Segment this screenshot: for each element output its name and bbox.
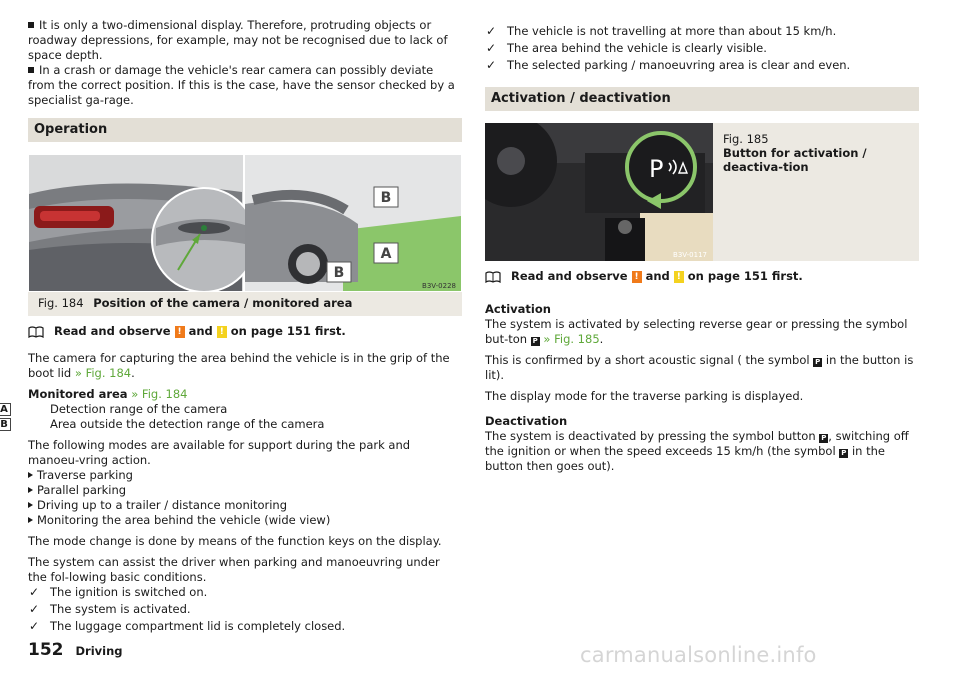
triangle-bullet-icon (28, 502, 33, 508)
legend-row-b: B Area outside the detection range of the camera (28, 417, 462, 432)
checkmark-icon: ✓ (29, 585, 40, 599)
read-and-observe: Read and observe ! and ! on page 151 first. (28, 324, 462, 339)
triangle-bullet-icon (28, 517, 33, 523)
camera-figure-image (28, 154, 462, 292)
modes-intro: The following modes are available for support during the park and manoeu-vring action. (28, 438, 411, 467)
modes-list (28, 468, 462, 528)
figure-184-caption (28, 292, 462, 316)
list-item: ✓ The area behind the vehicle is clearly visible. (486, 41, 767, 55)
square-bullet-icon (28, 22, 34, 28)
mode-change-text: The mode change is done by means of the function keys on the display. (28, 534, 442, 548)
monitored-area-heading: Monitored area » Fig. 184 (28, 387, 188, 401)
checkmark-icon: ✓ (486, 24, 497, 38)
figure-label-a: A (380, 246, 392, 262)
fig-184-link-2[interactable]: » Fig. 184 (131, 387, 188, 401)
caution-icon: ! (674, 271, 684, 283)
warning-icon: ! (175, 326, 185, 338)
figure-title: Position of the camera / monitored area (93, 296, 353, 310)
list-item: Monitoring the area behind the vehicle (wide view) (28, 513, 462, 528)
svg-text:P: P (649, 155, 664, 183)
legend-key-b: B (0, 418, 11, 431)
list-item: Driving up to a trailer / distance monitoring (28, 498, 462, 513)
camera-location-text: The camera for capturing the area behind the vehicle is in the grip of the boot lid » Fig. 184. (28, 351, 450, 380)
conditions-list-left (28, 585, 462, 634)
triangle-bullet-icon (28, 472, 33, 478)
confirm-text: This is confirmed by a short acoustic signal ( the symbol P in the button is lit). (485, 353, 914, 382)
triangle-bullet-icon (28, 487, 33, 493)
figure-label-b-top: B (380, 190, 392, 206)
list-item: ✓ The system is activated. (29, 602, 191, 616)
figure-label-b-bottom: B (333, 265, 345, 281)
caution-icon: ! (217, 326, 227, 338)
right-column (485, 24, 919, 480)
page-footer (28, 640, 123, 660)
intro-bullet-2: In a crash or damage the vehicle's rear camera can possibly deviate from the correct position. If this is the case, have the sensor checked by a specialist ga-rage. (28, 63, 455, 107)
watermark: carmanualsonline.info (580, 643, 817, 667)
conditions-list-right (485, 24, 919, 73)
display-mode-text: The display mode for the traverse parking is displayed. (485, 389, 804, 403)
checkmark-icon: ✓ (29, 619, 40, 633)
book-icon (28, 326, 44, 338)
figure-title: Button for activation / deactiva-tion (723, 146, 867, 174)
list-item: Parallel parking (28, 483, 462, 498)
checkmark-icon: ✓ (486, 58, 497, 72)
fig-185-link[interactable]: » Fig. 185 (543, 332, 600, 346)
deactivation-text: The system is deactivated by pressing the symbol button P , switching off the ignition or when the speed exceeds 15 km/h (the symbol P in the button then goes out). (485, 429, 909, 473)
fig-184-link[interactable]: » Fig. 184 (74, 366, 132, 380)
list-item: ✓ The ignition is switched on. (29, 585, 208, 599)
figure-number: Fig. 185 (723, 132, 769, 146)
warning-icon: ! (632, 271, 642, 283)
book-icon (485, 271, 501, 283)
activation-heading: Activation (485, 302, 551, 316)
deactivation-heading: Deactivation (485, 414, 568, 428)
figure-185-caption (713, 123, 919, 261)
park-assist-icon: P (841, 449, 847, 457)
conditions-intro: The system can assist the driver when parking and manoeuvring under the fol-lowing basic conditions. (28, 555, 440, 584)
list-item: ✓ The luggage compartment lid is completely closed. (29, 619, 346, 633)
figure-code: B3V-0117 (673, 251, 707, 259)
list-item: ✓ The vehicle is not travelling at more than about 15 km/h. (486, 24, 837, 38)
figure-184 (28, 154, 462, 316)
checkmark-icon: ✓ (29, 602, 40, 616)
figure-code: B3V-0228 (422, 282, 456, 290)
square-bullet-icon (28, 67, 34, 73)
legend-key-a: A (0, 403, 11, 416)
park-assist-icon: P (532, 337, 538, 345)
list-item: Traverse parking (28, 468, 462, 483)
figure-185 (485, 123, 919, 261)
intro-bullet-1: It is only a two-dimensional display. Therefore, protruding objects or roadway depressions, for example, may not be recognised due to lack of space depth. (28, 18, 448, 62)
park-assist-icon: P (815, 358, 821, 366)
left-column (0, 18, 462, 636)
activation-text: The system is activated by selecting reverse gear or pressing the symbol but-ton P » Fig. 185. (485, 317, 908, 346)
legend-row-a: A Detection range of the camera (28, 402, 462, 417)
section-heading-activation: Activation / deactivation (485, 87, 919, 111)
button-figure-image (485, 123, 713, 261)
section-heading-operation: Operation (28, 118, 462, 142)
section-name: Driving (75, 644, 123, 658)
figure-number: Fig. 184 (38, 296, 84, 310)
checkmark-icon: ✓ (486, 41, 497, 55)
read-and-observe: Read and observe ! and ! on page 151 first. (485, 269, 919, 284)
list-item: ✓ The selected parking / manoeuvring area is clear and even. (486, 58, 851, 72)
page-number: 152 (28, 640, 64, 660)
park-assist-icon: P (821, 434, 827, 442)
